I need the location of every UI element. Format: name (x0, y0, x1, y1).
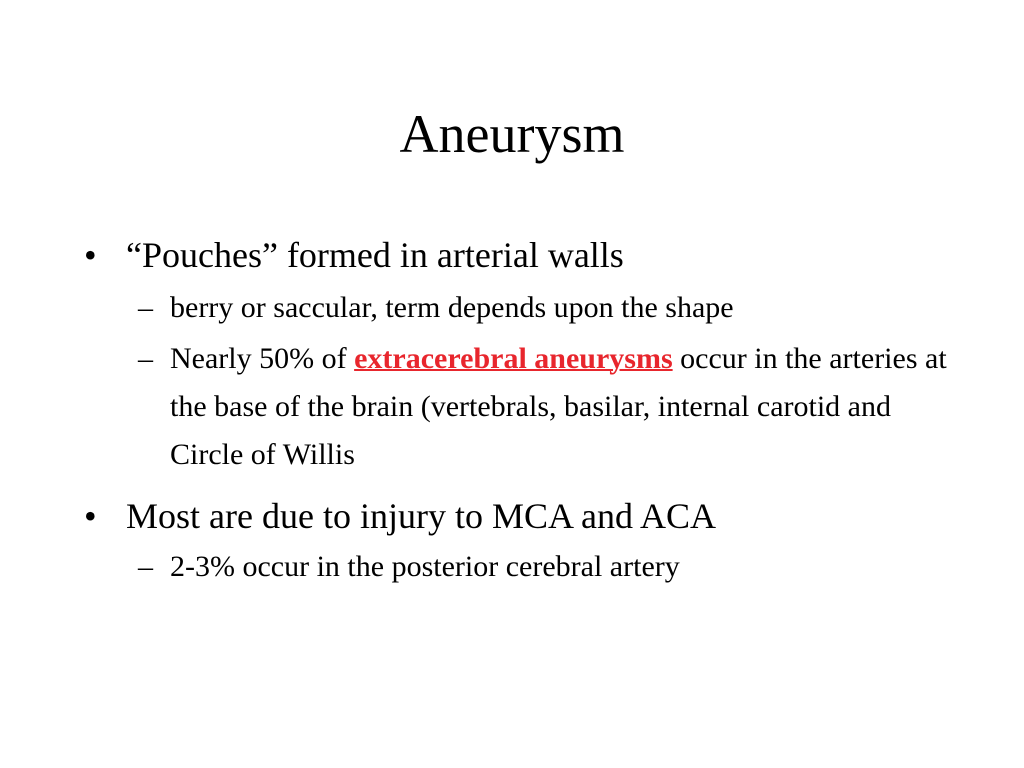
sub-bullet-text-after: occur in the arteries at the base of the brain (vertebrals, basilar, internal carotid and Circle of Willis (170, 342, 947, 471)
sub-bullet-item (84, 335, 964, 479)
slide-content (84, 232, 964, 591)
sub-bullet-item (84, 284, 964, 332)
slide-title: Aneurysm (399, 104, 625, 164)
sub-bullet-text: 2-3% occur in the posterior cerebral artery (170, 550, 680, 583)
sub-bullet-text-before: Nearly 50% of (170, 342, 347, 375)
bullet-marker: • (84, 235, 97, 275)
extracerebral-aneurysms-link[interactable]: extracerebral aneurysms (354, 342, 673, 375)
sub-bullet-item (84, 543, 964, 591)
dash-marker: – (138, 550, 153, 583)
bullet-item (84, 232, 964, 278)
bullet-item (84, 493, 964, 539)
bullet-text: “Pouches” formed in arterial walls (126, 235, 624, 275)
sub-bullet-text: berry or saccular, term depends upon the shape (170, 291, 734, 324)
dash-marker: – (138, 291, 153, 324)
bullet-text: Most are due to injury to MCA and ACA (126, 496, 716, 536)
dash-marker: – (138, 342, 153, 375)
bullet-marker: • (84, 496, 97, 536)
